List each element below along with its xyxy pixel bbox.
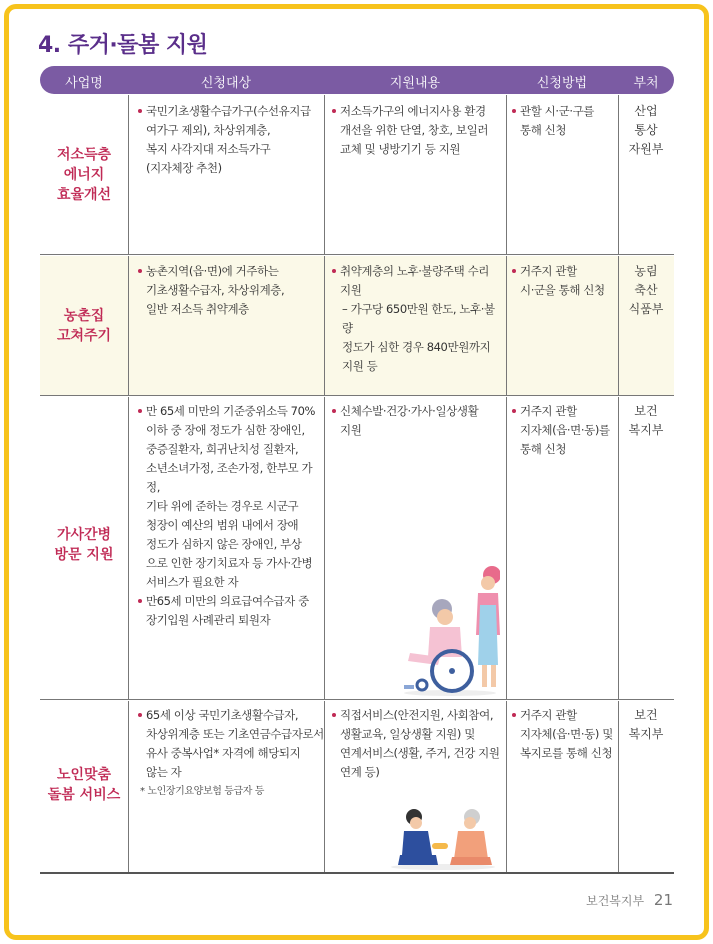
target-cell xyxy=(138,102,322,178)
text-line: 여가구 제외), 차상위계층, xyxy=(146,123,271,137)
text-line: 유사 중복사업* 자격에 해당되지 xyxy=(146,746,301,760)
bullet-item xyxy=(512,402,616,459)
caregiver-wheelchair-illustration xyxy=(400,565,500,697)
program-name-line: 방문 지원 xyxy=(54,547,114,563)
text-line: – 가구당 650만원 한도, 노후·불량 xyxy=(342,302,495,335)
text-line: 일반 저소득 취약계층 xyxy=(146,302,249,316)
target-cell xyxy=(138,402,324,630)
text-line: 복지로를 통해 신청 xyxy=(520,746,613,760)
program-name-line: 에너지 xyxy=(63,167,105,183)
text-line: 정도가 심한 경우 840만원까지 xyxy=(342,340,491,354)
program-name xyxy=(40,765,128,805)
ministry-line: 보건 xyxy=(634,404,658,418)
text-line: * 노인장기요양보험 등급자 등 xyxy=(140,786,265,797)
ministry-line: 농림 xyxy=(634,264,658,278)
program-name xyxy=(40,525,128,565)
text-line: 않는 자 xyxy=(146,765,182,779)
program-name-line: 저소득층 xyxy=(56,147,112,163)
text-line: 취약계층의 노후·불량주택 수리 xyxy=(340,264,489,278)
bullet-item xyxy=(138,706,324,782)
text-line: 으로 인한 장기치료자 등 가사·간병 xyxy=(146,556,313,570)
text-line: 연계서비스(생활, 주거, 건강 지원 xyxy=(340,746,500,760)
text-line: (지자체장 추천) xyxy=(146,161,222,175)
ministry-cell xyxy=(618,402,674,440)
text-line: 저소득가구의 에너지사용 환경 xyxy=(340,104,486,118)
method-cell xyxy=(512,402,616,459)
text-line: 통해 신청 xyxy=(520,123,567,137)
program-name xyxy=(40,145,128,205)
program-name xyxy=(40,306,128,346)
ministry-cell xyxy=(618,706,674,744)
content-cell xyxy=(332,402,504,440)
target-cell xyxy=(138,706,324,801)
content-cell xyxy=(332,706,504,782)
table-row xyxy=(40,397,674,700)
header-content: 지원내용 xyxy=(389,76,441,91)
text-line: 통해 신청 xyxy=(520,442,567,456)
text-line: 농촌지역(읍·면)에 거주하는 xyxy=(146,264,279,278)
page-title: 4. 주거·돌봄 지원 xyxy=(38,33,208,58)
ministry-line: 통상 xyxy=(634,123,658,137)
bullet-item xyxy=(138,402,324,592)
text-line: 개선을 위한 단열, 창호, 보일러 xyxy=(340,123,489,137)
ministry-cell xyxy=(618,262,674,319)
ministry-line: 복지부 xyxy=(628,727,664,741)
bullet-item xyxy=(332,300,504,376)
bullet-item xyxy=(138,262,322,319)
ministry-line: 자원부 xyxy=(628,142,664,156)
text-line: 만 65세 미만의 기준중위소득 70% xyxy=(146,404,316,418)
footnote xyxy=(138,782,324,801)
text-line: 서비스가 필요한 자 xyxy=(146,575,239,589)
text-line: 기초생활수급자, 차상위계층, xyxy=(146,283,285,297)
text-line: 거주지 관할 xyxy=(520,708,577,722)
target-cell xyxy=(138,262,322,319)
program-name-line: 가사간병 xyxy=(56,527,112,543)
ministry-cell xyxy=(618,102,674,159)
method-cell xyxy=(512,706,616,763)
table-header xyxy=(40,66,674,94)
text-line: 생활교육, 일상생활 지원) 및 xyxy=(340,727,475,741)
program-name-line: 농촌집 xyxy=(63,308,105,324)
header-method: 신청방법 xyxy=(536,76,588,91)
text-line: 거주지 관할 xyxy=(520,404,577,418)
header-target: 신청대상 xyxy=(200,76,252,91)
text-line: 정도가 심하지 않은 장애인, 부상 xyxy=(146,537,302,551)
text-line: 지원 xyxy=(340,283,362,297)
text-line: 지자체(읍·면·동) 및 xyxy=(520,727,613,741)
text-line: 지자체(읍·면·동)를 xyxy=(520,423,610,437)
table-row xyxy=(40,701,674,874)
text-line: 장기입원 사례관리 퇴원자 xyxy=(146,613,271,627)
method-cell xyxy=(512,102,616,140)
text-line: 지원 등 xyxy=(342,359,378,373)
content-cell xyxy=(332,102,504,159)
bullet-item xyxy=(512,102,616,140)
ministry-line: 식품부 xyxy=(628,302,664,316)
bullet-item xyxy=(138,102,322,178)
method-cell xyxy=(512,262,616,300)
bullet-item xyxy=(512,706,616,763)
program-name-line: 노인맞춤 xyxy=(56,767,112,783)
text-line: 소년소녀가정, 조손가정, 한부모 가정, xyxy=(146,461,313,494)
program-name-line: 효율개선 xyxy=(56,187,112,203)
bullet-item xyxy=(332,706,504,782)
text-line: 직접서비스(안전지원, 사회참여, xyxy=(340,708,494,722)
bullet-item xyxy=(332,262,504,300)
text-line: 복지 사각지대 저소득가구 xyxy=(146,142,271,156)
text-line: 지원 xyxy=(340,423,362,437)
text-line: 거주지 관할 xyxy=(520,264,577,278)
bullet-item xyxy=(332,102,504,159)
header-ministry: 부처 xyxy=(633,76,659,91)
text-line: 차상위계층 또는 기초연금수급자로서 xyxy=(146,727,324,741)
program-name-line: 고쳐주기 xyxy=(56,328,112,344)
text-line: 이하 중 장애 정도가 심한 장애인, xyxy=(146,423,305,437)
table-row xyxy=(40,256,674,396)
care-service-illustration xyxy=(388,803,498,871)
header-program: 사업명 xyxy=(65,76,103,91)
text-line: 기타 위에 준하는 경우로 시군구 xyxy=(146,499,299,513)
ministry-line: 산업 xyxy=(634,104,658,118)
ministry-line: 복지부 xyxy=(628,423,664,437)
text-line: 관할 시·군·구를 xyxy=(520,104,595,118)
text-line: 신체수발·건강·가사·일상생활 xyxy=(340,404,479,418)
bullet-item xyxy=(138,592,324,630)
content-cell xyxy=(332,262,504,376)
table-row xyxy=(40,95,674,255)
text-line: 청장이 예산의 범위 내에서 장애 xyxy=(146,518,299,532)
ministry-line: 축산 xyxy=(634,283,658,297)
program-name-line: 돌봄 서비스 xyxy=(47,787,121,803)
text-line: 시·군을 통해 신청 xyxy=(520,283,605,297)
bullet-item xyxy=(512,262,616,300)
page-number: 21 xyxy=(653,891,673,909)
text-line: 중증질환자, 희귀난치성 질환자, xyxy=(146,442,299,456)
text-line: 65세 이상 국민기초생활수급자, xyxy=(146,708,299,722)
text-line: 만65세 미만의 의료급여수급자 중 xyxy=(146,594,309,608)
bullet-item xyxy=(332,402,504,440)
page-footer xyxy=(586,891,673,909)
text-line: 연계 등) xyxy=(340,765,380,779)
footer-ministry: 보건복지부 xyxy=(586,894,645,908)
ministry-line: 보건 xyxy=(634,708,658,722)
text-line: 교체 및 냉방기기 등 지원 xyxy=(340,142,461,156)
text-line: 국민기초생활수급가구(수선유지급 xyxy=(146,104,311,118)
